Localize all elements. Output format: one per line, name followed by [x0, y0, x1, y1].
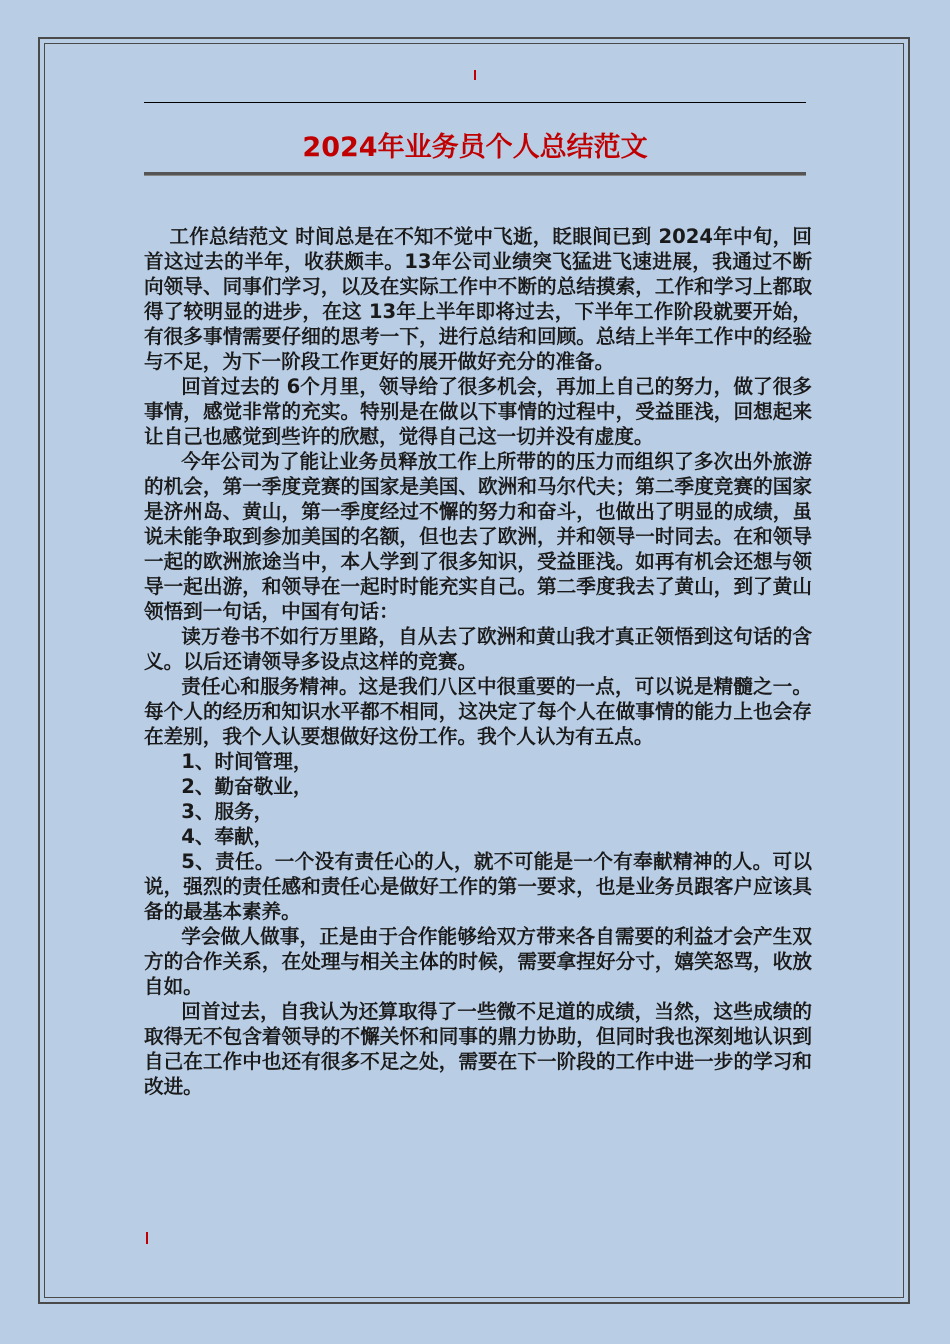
document-title: 2024年业务员个人总结范文 [302, 132, 648, 163]
list-item-diligence: 2、勤奋敬业， [181, 775, 313, 798]
paragraph-proverb: 读万卷书不如行万里路，自从去了欧洲和黄山我才真正领悟到这句话的含义。以后还请领导多设点这样的竞赛。 [144, 625, 812, 673]
document-body [144, 224, 812, 1099]
header-cursor-mark [474, 70, 476, 80]
footer-cursor-mark [146, 1232, 148, 1244]
paragraph-cooperation: 学会做人做事，正是由于合作能够给双方带来各自需要的利益才会产生双方的合作关系，在处理与相关主体的时候，需要拿捏好分寸，嬉笑怒骂，收放自如。 [144, 925, 812, 998]
header-rule [144, 102, 806, 103]
list-item-time: 1、时间管理， [181, 750, 313, 773]
list-item-dedication: 4、奉献， [181, 825, 274, 848]
title-underline [144, 172, 806, 176]
paragraph-responsibility: 责任心和服务精神。这是我们八区中很重要的一点，可以说是精髓之一。每个人的经历和知识水平都不相同，这决定了每个人在做事情的能力上也会存在差别，我个人认要想做好这份工作。我个人认为有五点。 [144, 675, 812, 748]
paragraph-intro: 工作总结范文 时间总是在不知不觉中飞逝，眨眼间已到 2024年中旬，回首这过去的半年，收获颇丰。13年公司业绩突飞猛进飞速进展，我通过不断向领导、同事们学习，以及在实际工作中不断的总结摸索，工作和学习上都取得了较明显的进步，在这 13年上半年即将过去，下半年工作阶段就要开始，有很多事情需要仔细的思考一下，进行总结和回顾。总结上半年工作中的经验与不足，为下一阶段工作更好的展开做好充分的准备。 [144, 225, 812, 373]
list-item-service: 3、服务， [181, 800, 274, 823]
paragraph-travel: 今年公司为了能让业务员释放工作上所带的的压力而组织了多次出外旅游的机会，第一季度竞赛的国家是美国、欧洲和马尔代夫；第二季度竞赛的国家是济州岛、黄山，第一季度经过不懈的努力和奋斗，也做出了明显的成绩，虽说未能争取到参加美国的名额，但也去了欧洲，并和领导一时同去。在和领导一起的欧洲旅途当中，本人学到了很多知识，受益匪浅。如再有机会还想与领导一起出游，和领导在一起时时能充实自己。第二季度我去了黄山，到了黄山领悟到一句话，中国有句话： [144, 450, 812, 623]
list-item-duty: 5、责任。一个没有责任心的人，就不可能是一个有奉献精神的人。可以说，强烈的责任感和责任心是做好工作的第一要求，也是业务员跟客户应该具备的最基本素养。 [144, 850, 812, 923]
paragraph-conclusion: 回首过去，自我认为还算取得了一些微不足道的成绩，当然，这些成绩的取得无不包含着领导的不懈关怀和同事的鼎力协助，但同时我也深刻地认识到自己在工作中也还有很多不足之处，需要在下一阶段的工作中进一步的学习和改进。 [144, 1000, 812, 1098]
paragraph-review: 回首过去的 6个月里，领导给了很多机会，再加上自己的努力，做了很多事情，感觉非常的充实。特别是在做以下事情的过程中，受益匪浅，回想起来让自己也感觉到些许的欣慰，觉得自己这一切并没有虚度。 [144, 375, 812, 448]
